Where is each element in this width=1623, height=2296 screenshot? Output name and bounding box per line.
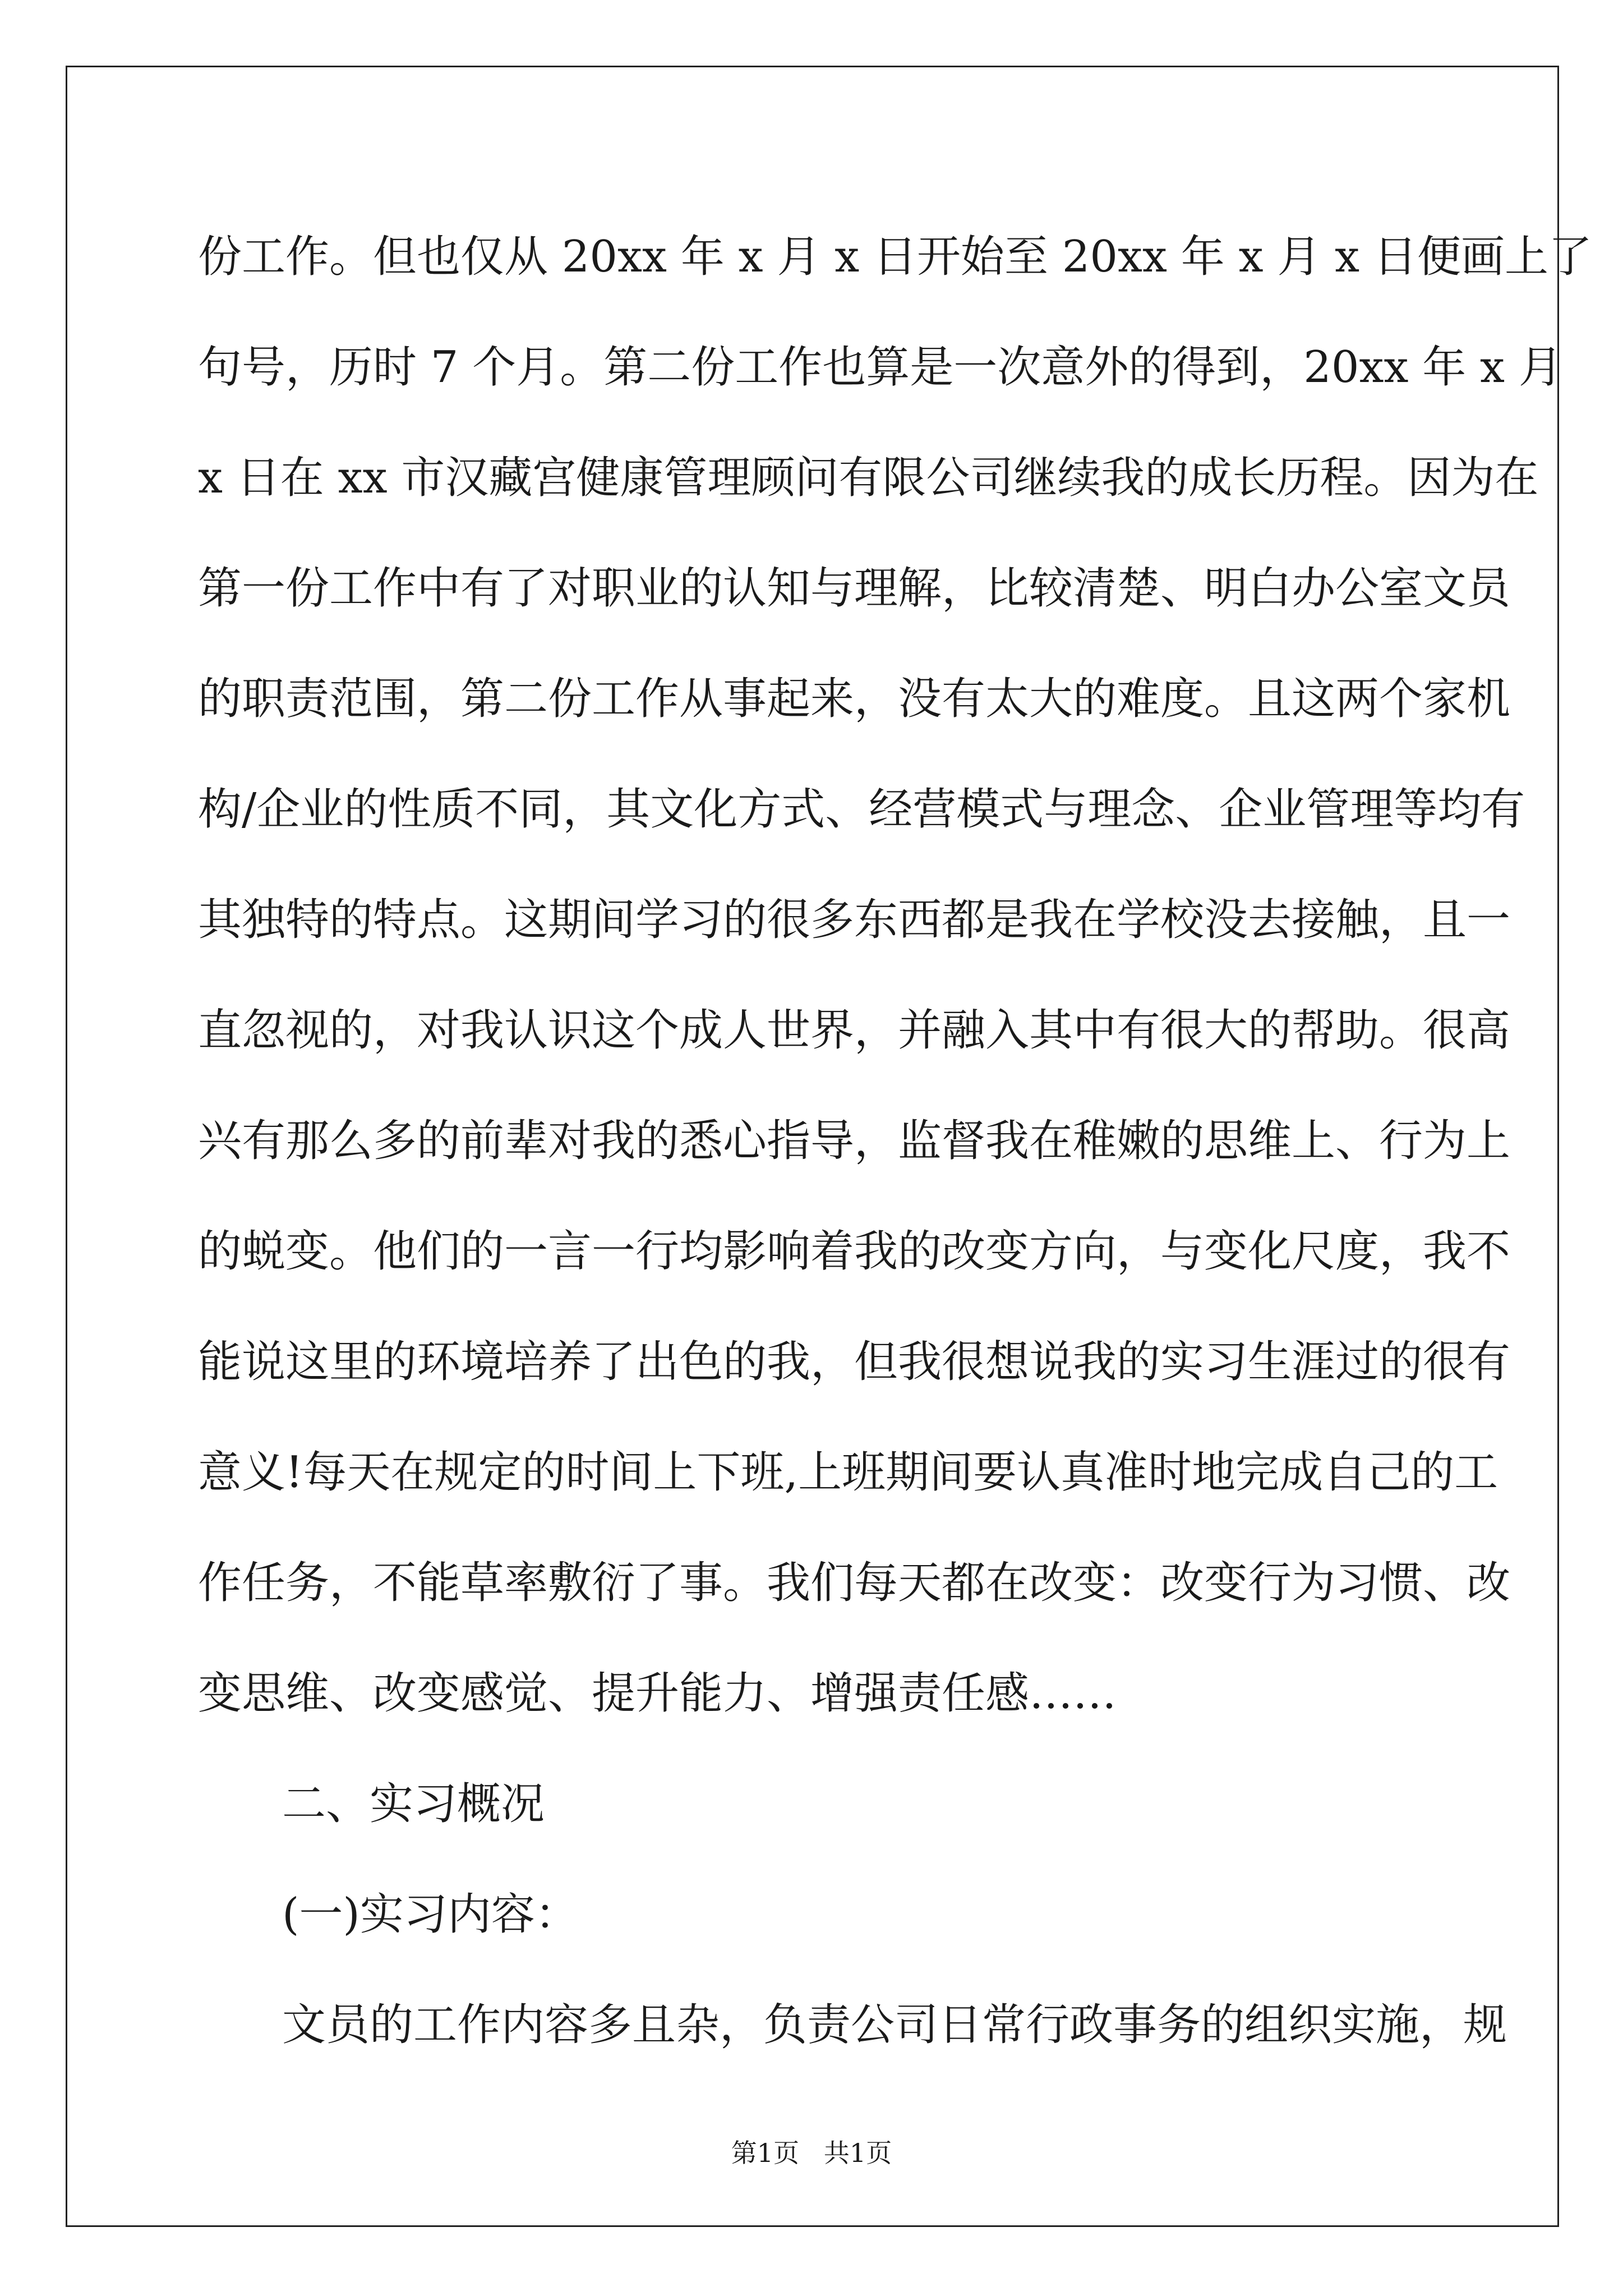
paragraph-line: 其独特的特点。这期间学习的很多东西都是我在学校没去接触，且一	[198, 895, 1511, 945]
paragraph-line: 句号，历时 7 个月。第二份工作也算是一次意外的得到，20xx 年 x 月	[198, 342, 1562, 393]
section-heading: 二、实习概况	[282, 1779, 545, 1829]
paragraph-line: 的职责范围，第二份工作从事起来，没有太大的难度。且这两个家机	[198, 674, 1511, 724]
paragraph-line: 份工作。但也仅从 20xx 年 x 月 x 日开始至 20xx 年 x 月 x 日便画上了	[198, 232, 1592, 282]
paragraph-line: 直忽视的，对我认识这个成人世界，并融入其中有很大的帮助。很高	[198, 1005, 1511, 1056]
page-number-footer: 第1页 共1页	[731, 2138, 892, 2168]
paragraph-line: 变思维、改变感觉、提升能力、增强责任感……	[198, 1668, 1117, 1719]
paragraph-line: 的蜕变。他们的一言一行均影响着我的改变方向，与变化尺度，我不	[198, 1226, 1511, 1277]
paragraph-line: x 日在 xx 市汉藏宫健康管理顾问有限公司继续我的成长历程。因为在	[198, 453, 1539, 503]
paragraph-line: 第一份工作中有了对职业的认知与理解，比较清楚、明白办公室文员	[198, 563, 1511, 614]
paragraph-line: 构/企业的性质不同，其文化方式、经营模式与理念、企业管理等均有	[198, 784, 1525, 835]
subsection-heading: (一)实习内容：	[282, 1889, 579, 1940]
paragraph-line: 意义!每天在规定的时间上下班,上班期间要认真准时地完成自己的工	[198, 1447, 1498, 1498]
paragraph-line: 文员的工作内容多且杂，负责公司日常行政事务的组织实施，规	[282, 2000, 1507, 2050]
document-body	[198, 202, 1592, 2081]
paragraph-line: 能说这里的环境培养了出色的我，但我很想说我的实习生涯过的很有	[198, 1337, 1511, 1387]
paragraph-line: 作任务，不能草率敷衍了事。我们每天都在改变：改变行为习惯、改	[198, 1558, 1511, 1608]
paragraph-line: 兴有那么多的前辈对我的悉心指导，监督我在稚嫩的思维上、行为上	[198, 1116, 1511, 1166]
